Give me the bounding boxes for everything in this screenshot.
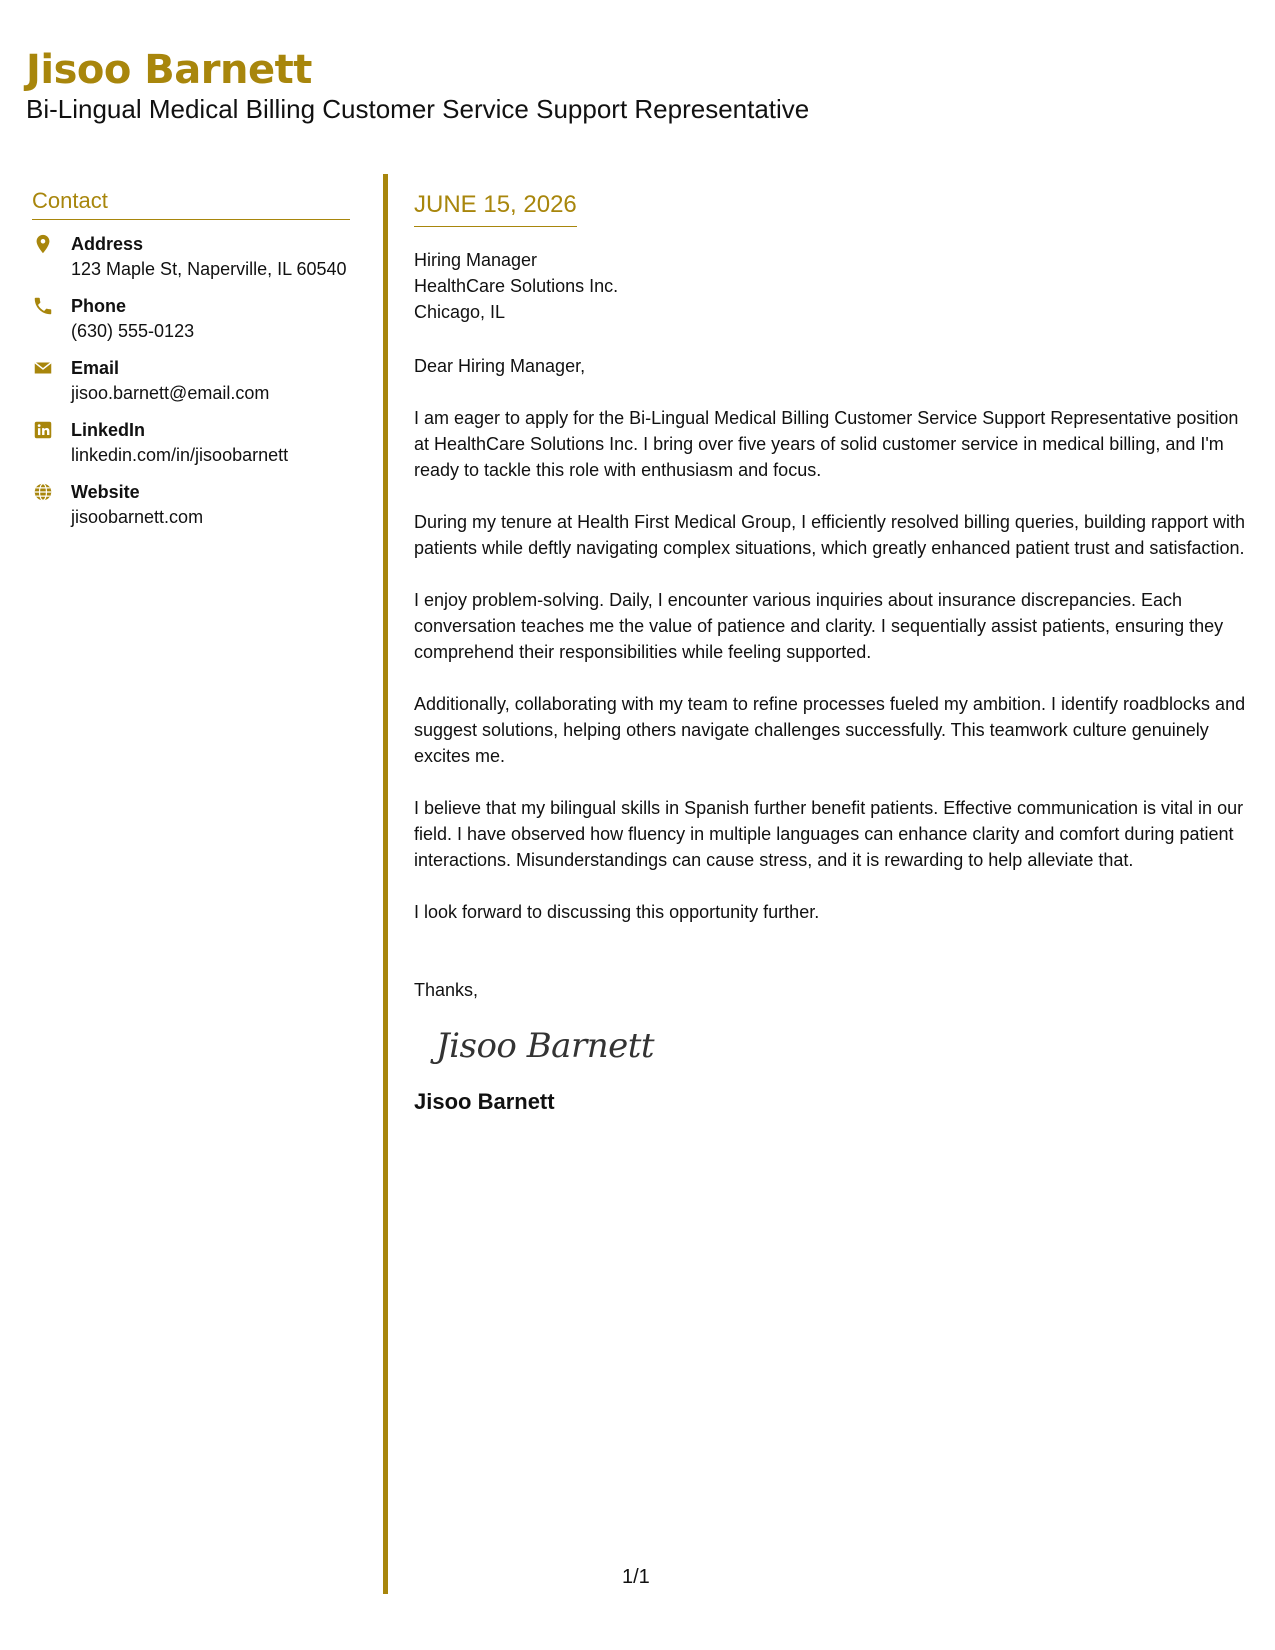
contact-heading: Contact xyxy=(32,188,350,220)
recipient-block xyxy=(414,247,1254,325)
recipient-line: Chicago, IL xyxy=(414,302,506,322)
recipient-line: Hiring Manager xyxy=(414,250,538,270)
contact-website xyxy=(32,480,350,530)
contact-label: LinkedIn xyxy=(71,420,146,440)
signoff: Thanks, xyxy=(414,980,479,1000)
greeting: Dear Hiring Manager, xyxy=(414,356,586,376)
paragraph: I am eager to apply for the Bi-Lingual Medical Billing Customer Service Support Representative position at HealthCare Solutions Inc. I bring over five years of solid customer service in medical billing, and I'm ready to tackle this role with enthusiasm and focus. xyxy=(414,408,1239,480)
linkedin-icon xyxy=(32,419,54,441)
contact-label: Phone xyxy=(71,296,127,316)
recipient-line: HealthCare Solutions Inc. xyxy=(414,276,619,296)
contact-linkedin xyxy=(32,418,350,468)
contact-address xyxy=(32,232,350,282)
contact-label: Address xyxy=(71,234,144,254)
handwritten-signature: Jisoo Barnett xyxy=(436,1026,655,1066)
globe-icon xyxy=(32,481,54,503)
letter-date: JUNE 15, 2026 xyxy=(414,190,577,227)
contact-value: linkedin.com/in/jisoobarnett xyxy=(71,445,289,465)
job-title: Bi-Lingual Medical Billing Customer Service Support Representative xyxy=(26,94,810,124)
paragraph: During my tenure at Health First Medical Group, I efficiently resolved billing queries, building rapport with patients while deftly navigating complex situations, which greatly enhanced patient trust and satisfaction. xyxy=(414,512,1246,558)
envelope-icon xyxy=(32,357,54,379)
signer-name: Jisoo Barnett xyxy=(414,1089,555,1114)
contact-value: (630) 555-0123 xyxy=(71,321,195,341)
paragraph: I enjoy problem-solving. Daily, I encounter various inquiries about insurance discrepancies. Each conversation teaches me the value of patience and clarity. I sequentially assist patients, ensuring they comprehend their responsibilities while feeling supported. xyxy=(414,590,1224,662)
letter-body xyxy=(414,190,1254,1115)
paragraph: I believe that my bilingual skills in Spanish further benefit patients. Effective communication is vital in our field. I have observed how fluency in multiple languages can enhance clarity and comfort during patient interactions. Misunderstandings can cause stress, and it is rewarding to help alleviate that. xyxy=(414,798,1244,870)
contact-phone xyxy=(32,294,350,344)
contact-label: Email xyxy=(71,358,120,378)
contact-email xyxy=(32,356,350,406)
column-divider xyxy=(383,174,388,1594)
contact-value: 123 Maple St, Naperville, IL 60540 xyxy=(71,259,347,279)
contact-sidebar xyxy=(32,188,350,530)
contact-value: jisoobarnett.com xyxy=(71,507,204,527)
location-pin-icon xyxy=(32,233,54,255)
contact-label: Website xyxy=(71,482,140,502)
paragraph: Additionally, collaborating with my team to refine processes fueled my ambition. I identify roadblocks and suggest solutions, helping others navigate challenges successfully. This teamwork culture genuinely excites me. xyxy=(414,694,1246,766)
contact-value: jisoo.barnett@email.com xyxy=(71,383,270,403)
page-number: 1/1 xyxy=(622,1566,650,1588)
phone-icon xyxy=(32,295,54,317)
header xyxy=(26,48,809,125)
paragraph: I look forward to discussing this opportunity further. xyxy=(414,902,820,922)
applicant-name: Jisoo Barnett xyxy=(26,47,312,93)
